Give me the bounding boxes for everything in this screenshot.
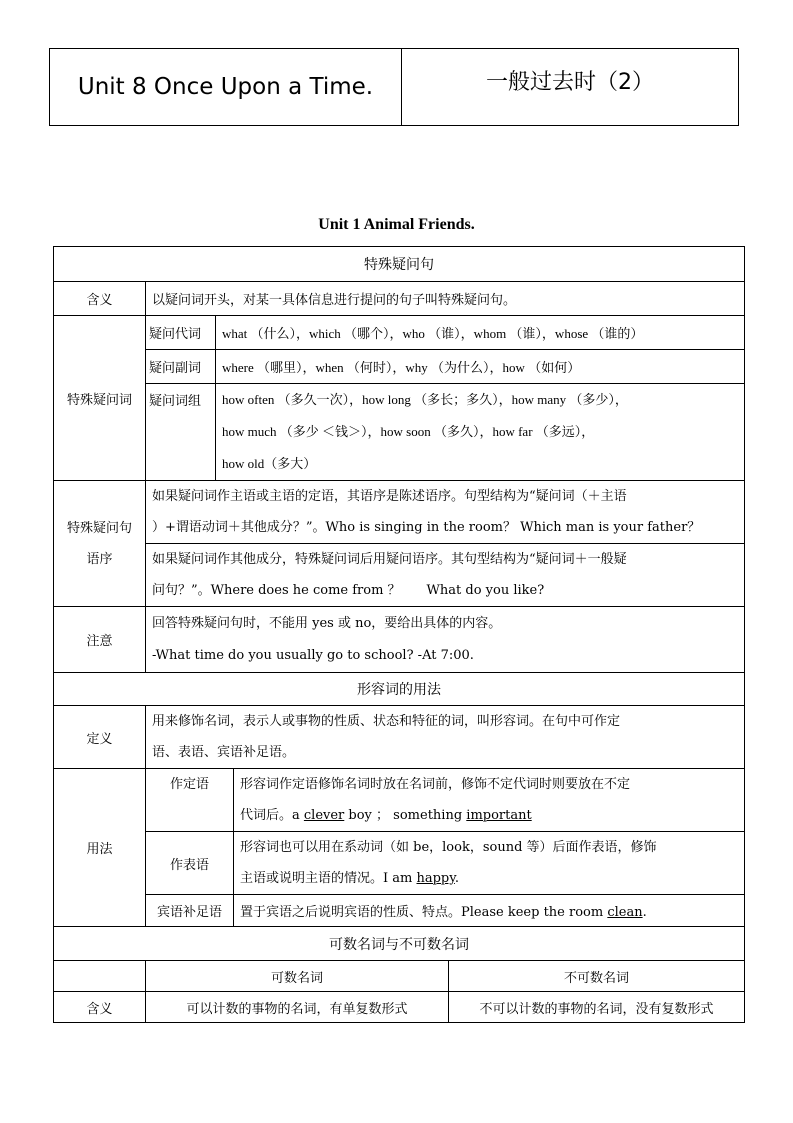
- predicative-text-2: [240, 863, 738, 894]
- adverb-text: where （哪里），when （何时），why （为什么），how （如何）: [216, 350, 745, 384]
- section-title-adjectives: 形容词的用法: [54, 673, 745, 706]
- predicative-text: [234, 832, 745, 895]
- definition-text-1: 用来修饰名词，表示人或事物的性质、状态和特征的词，叫形容词。在句中可作定: [152, 714, 621, 729]
- predicative-text-2a: 主语或说明主语的情况。I am: [240, 871, 417, 886]
- label-phrases: 疑问词组: [146, 384, 216, 481]
- header-left-title: Unit 8 Once Upon a Time.: [50, 49, 402, 125]
- label-meaning: 含义: [54, 282, 146, 316]
- order-text-1: [146, 481, 745, 544]
- underlined-happy: happy: [416, 871, 455, 886]
- pronoun-text: what （什么），which （哪个），who （谁），whom （谁），whose （谁的）: [216, 316, 745, 350]
- complement-text-b: .: [642, 905, 647, 920]
- phrase-line-2: how much （多少 ＜钱＞），how soon （多久），how far （多远），: [222, 424, 595, 439]
- underlined-important: important: [466, 808, 532, 823]
- label-word-order-2: 语序: [86, 551, 113, 567]
- label-noun-meaning: 含义: [54, 992, 146, 1023]
- definition-text: [146, 706, 745, 769]
- order-text-2: [146, 544, 745, 607]
- underlined-clean: clean: [607, 905, 643, 920]
- meaning-text: 以疑问词开头，对某一具体信息进行提问的句子叫特殊疑问句。: [146, 282, 745, 316]
- section-title-special-questions: 特殊疑问句: [54, 247, 745, 282]
- order-text-2b: 问句？”。Where does he come from ？ What do you like?: [152, 583, 545, 598]
- complement-text-a: 置于宾语之后说明宾语的性质、特点。Please keep the room: [240, 905, 608, 920]
- uncountable-meaning: 不可以计数的事物的名词，没有复数形式: [449, 992, 745, 1023]
- label-word-order-1: 特殊疑问句: [66, 520, 132, 536]
- header-countable: 可数名词: [146, 961, 449, 992]
- label-attributive: 作定语: [146, 769, 234, 832]
- label-pronouns: 疑问代词: [146, 316, 216, 350]
- underlined-clever: clever: [303, 808, 345, 823]
- phrase-line-3: how old（多大）: [222, 456, 317, 471]
- attributive-text-2: [240, 800, 738, 831]
- complement-text: [234, 895, 745, 927]
- header-table: [49, 48, 739, 126]
- attributive-text-1: 形容词作定语修饰名词时放在名词前，修饰不定代词时则要放在不定: [240, 777, 631, 792]
- order-text-1b: ）+谓语动词＋其他成分？”。Who is singing in the room？ Which man is your father？: [152, 520, 701, 535]
- definition-text-2: 语、表语、宾语补足语。: [152, 745, 296, 760]
- order-text-2a: 如果疑问词作其他成分，特殊疑问词后用疑问语序。其句型结构为“疑问词＋一般疑: [152, 552, 627, 567]
- order-text-1a: 如果疑问词作主语或主语的定语，其语序是陈述语序。句型结构为“疑问词（＋主语: [152, 489, 627, 504]
- label-object-complement: 宾语补足语: [146, 895, 234, 927]
- section-title-nouns: 可数名词与不可数名词: [54, 927, 745, 961]
- note-text-1: 回答特殊疑问句时，不能用 yes 或 no，要给出具体的内容。: [152, 615, 502, 631]
- label-word-order: [54, 481, 146, 607]
- phrase-text: [216, 384, 745, 481]
- label-question-words: 特殊疑问词: [54, 316, 146, 481]
- predicative-text-2b: .: [454, 871, 460, 886]
- grammar-table: [53, 246, 745, 1023]
- note-text-2: -What time do you usually go to school? -At 7:00.: [152, 647, 474, 663]
- header-right-title: 一般过去时（2）: [486, 70, 654, 95]
- attributive-text-2a: 代词后。a: [240, 808, 304, 823]
- predicative-text-1: 形容词也可以用在系动词（如 be，look，sound 等）后面作表语，修饰: [240, 840, 657, 855]
- countable-meaning: 可以计数的事物的名词，有单复数形式: [146, 992, 449, 1023]
- label-adverbs: 疑问副词: [146, 350, 216, 384]
- note-text: [146, 607, 745, 673]
- label-definition: 定义: [54, 706, 146, 769]
- label-usage: 用法: [54, 769, 146, 927]
- label-note: 注意: [54, 607, 146, 673]
- header-uncountable: 不可数名词: [449, 961, 745, 992]
- attributive-text-2b: boy ； something: [344, 808, 467, 823]
- unit-title: Unit 1 Animal Friends.: [318, 216, 475, 233]
- phrase-line-1: how often （多久一次），how long （多长；多久），how many （多少），: [222, 392, 628, 407]
- label-predicative: 作表语: [146, 832, 234, 895]
- blank-cell: [54, 961, 146, 992]
- attributive-text: [234, 769, 745, 832]
